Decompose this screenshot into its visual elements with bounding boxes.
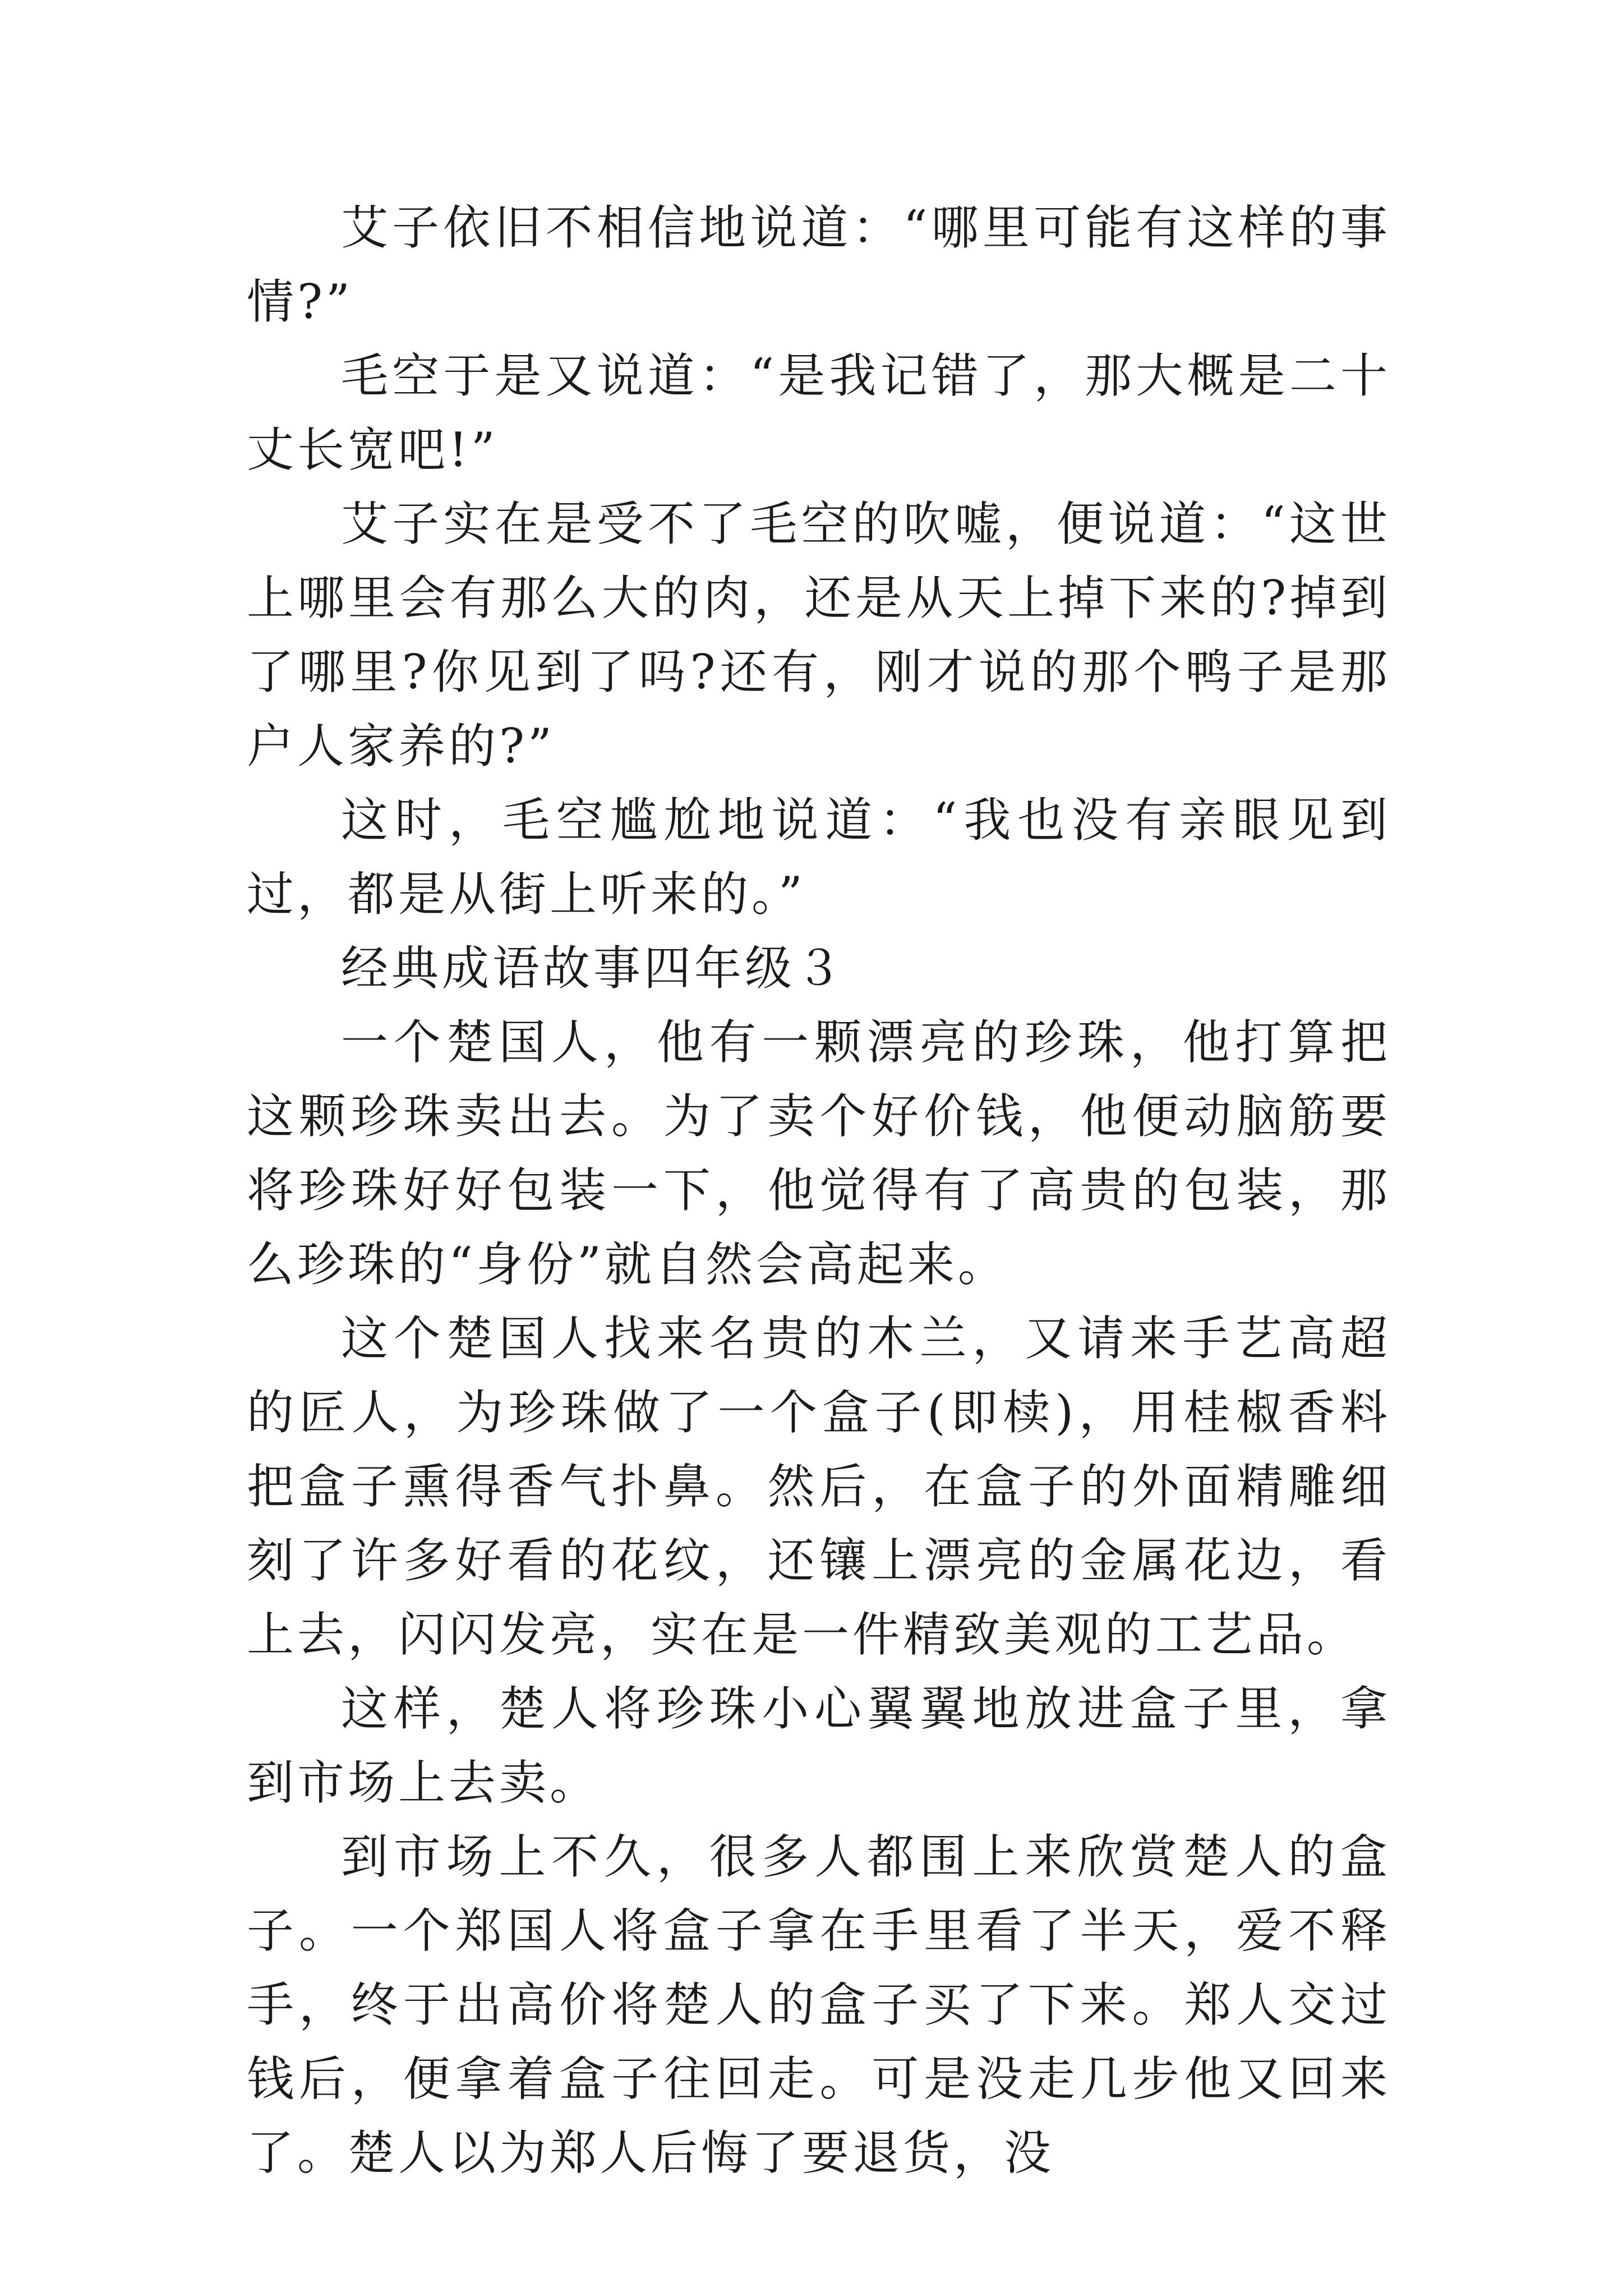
document-body xyxy=(247,191,1391,2190)
paragraph: 艾子实在是受不了毛空的吹嘘，便说道：“这世上哪里会有那么大的肉，还是从天上掉下来的?掉到了哪里?你见到了吗?还有，刚才说的那个鸭子是那户人家养的?” xyxy=(247,496,1391,774)
paragraph: 艾子依旧不相信地说道：“哪里可能有这样的事情?” xyxy=(247,200,1391,329)
paragraph: 这时，毛空尴尬地说道：“我也没有亲眼见到过，都是从街上听来的。” xyxy=(247,793,1391,922)
paragraph: 到市场上不久，很多人都围上来欣赏楚人的盒子。一个郑国人将盒子拿在手里看了半天，爱不释手，终于出高价将楚人的盒子买了下来。郑人交过钱后，便拿着盒子往回走。可是没走几步他又回来了。楚人以为郑人后悔了要退货，没 xyxy=(247,1829,1391,2180)
paragraph: 这个楚国人找来名贵的木兰，又请来手艺高超的匠人，为珍珠做了一个盒子(即椟)，用桂椒香料把盒子熏得香气扑鼻。然后，在盒子的外面精雕细刻了许多好看的花纹，还镶上漂亮的金属花边，看上去，闪闪发亮，实在是一件精致美观的工艺品。 xyxy=(247,1311,1391,1662)
paragraph: 毛空于是又说道：“是我记错了，那大概是二十丈长宽吧!” xyxy=(247,348,1391,477)
paragraph: 这样，楚人将珍珠小心翼翼地放进盒子里，拿到市场上去卖。 xyxy=(247,1681,1391,1810)
paragraph: 一个楚国人，他有一颗漂亮的珍珠，他打算把这颗珍珠卖出去。为了卖个好价钱，他便动脑筋要将珍珠好好包装一下，他觉得有了高贵的包装，那么珍珠的“身份”就自然会高起来。 xyxy=(247,1015,1391,1292)
section-heading: 经典成语故事四年级３ xyxy=(341,941,846,996)
